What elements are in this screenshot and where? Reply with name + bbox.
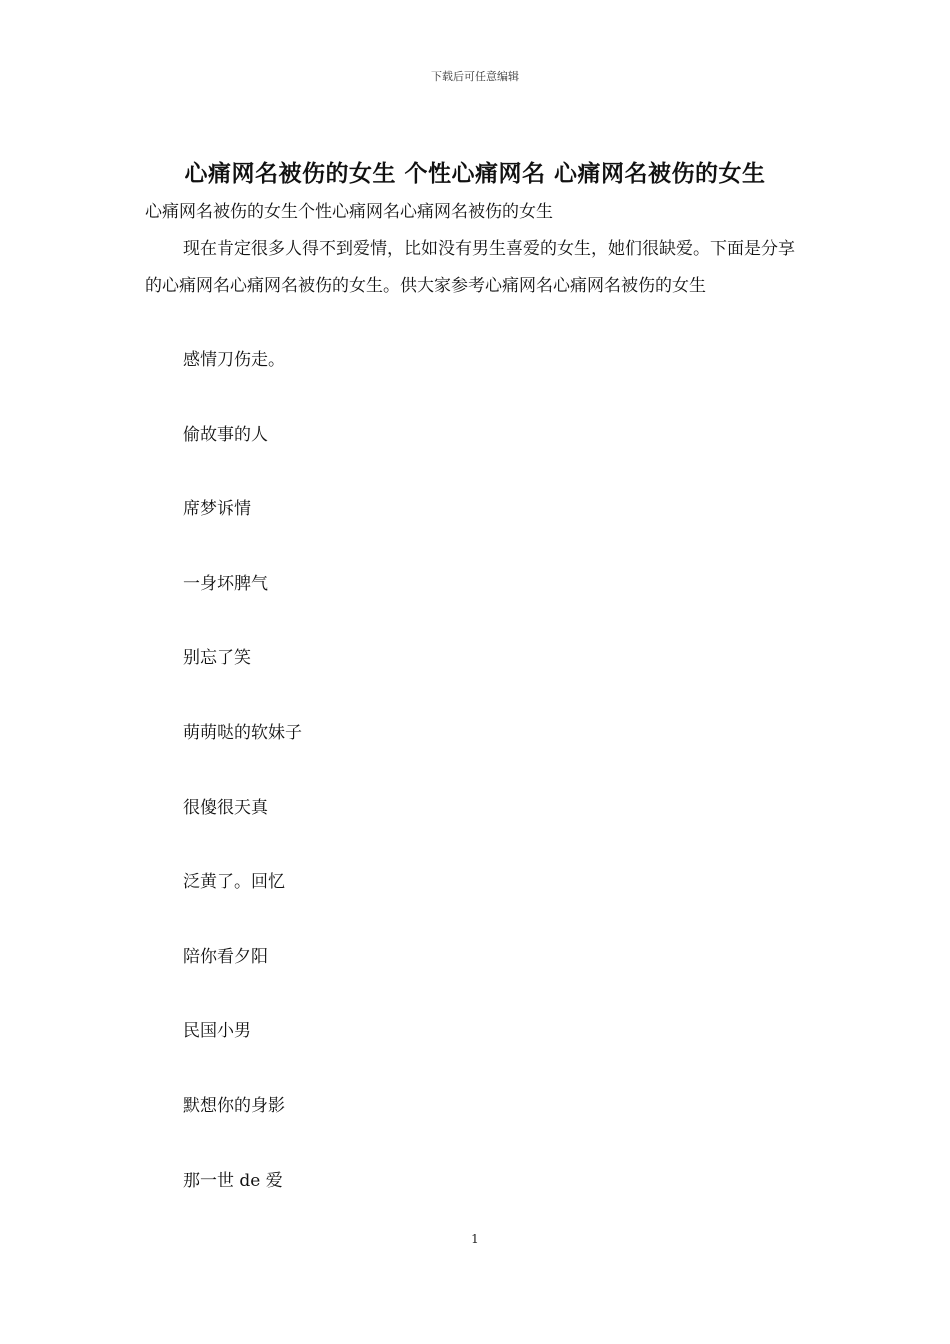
list-item: 很傻很天真 bbox=[183, 797, 268, 818]
list-item: 感情刀伤走。 bbox=[183, 350, 285, 370]
page-number: 1 bbox=[471, 1232, 479, 1246]
document-subtitle: 心痛网名被伤的女生个性心痛网名心痛网名被伤的女生 bbox=[145, 202, 553, 222]
list-item: 别忘了笑 bbox=[183, 648, 251, 669]
list-item: 民国小男 bbox=[183, 1021, 251, 1042]
list-item: 那一世 de 爱 bbox=[183, 1170, 283, 1191]
list-item: 一身坏脾气 bbox=[183, 573, 268, 594]
document-title: 心痛网名被伤的女生 个性心痛网名 心痛网名被伤的女生 bbox=[184, 161, 766, 187]
list-item: 泛黄了。回忆 bbox=[183, 872, 285, 893]
list-item: 席梦诉情 bbox=[183, 499, 251, 520]
list-item: 偷故事的人 bbox=[183, 424, 268, 445]
list-item: 默想你的身影 bbox=[183, 1095, 285, 1116]
intro-paragraph: 现在肯定很多人得不到爱情，比如没有男生喜爱的女生，她们很缺爱。下面是分享的心痛网名心痛网名被伤的女生。供大家参考心痛网名心痛网名被伤的女生 bbox=[145, 239, 795, 296]
nickname-list bbox=[183, 342, 783, 1237]
list-item: 萌萌哒的软妹子 bbox=[183, 722, 302, 743]
list-item: 陪你看夕阳 bbox=[183, 946, 268, 967]
header-note: 下载后可任意编辑 bbox=[431, 70, 519, 83]
